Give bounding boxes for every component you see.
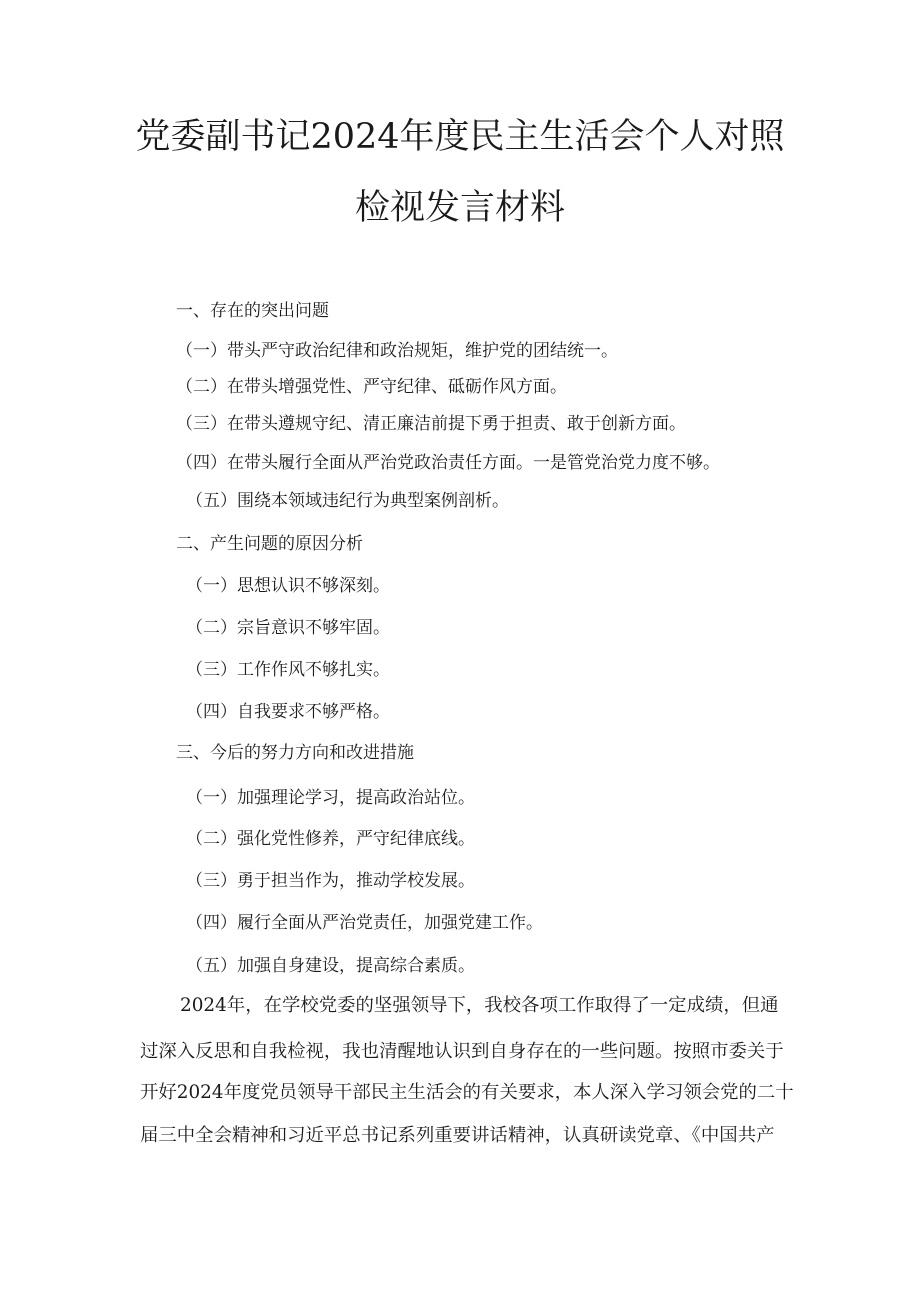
body-paragraph-line: 过深入反思和自我检视，我也清醒地认识到自身存在的一些问题。按照市委关于	[140, 1041, 784, 1062]
list-item: （三）工作作风不够扎实。	[186, 660, 390, 680]
list-item: （一）加强理论学习，提高政治站位。	[186, 788, 475, 808]
list-item: （三）在带头遵规守纪、清正廉洁前提下勇于担责、敢于创新方面。	[176, 414, 686, 434]
document-title-line-1: 党委副书记2024年度民主生活会个人对照	[135, 117, 785, 157]
list-item: （二）宗旨意识不够牢固。	[186, 618, 390, 638]
list-item: （五）加强自身建设，提高综合素质。	[186, 956, 475, 976]
section-heading-1: 一、存在的突出问题	[176, 301, 329, 321]
body-paragraph-line: 2024年，在学校党委的坚强领导下，我校各项工作取得了一定成绩，但通	[180, 995, 779, 1016]
body-paragraph-line: 开好2024年度党员领导干部民主生活会的有关要求，本人深入学习领会党的二十	[140, 1082, 794, 1103]
list-item: （一）带头严守政治纪律和政治规矩，维护党的团结统一。	[176, 341, 618, 361]
list-item: （四）履行全面从严治党责任，加强党建工作。	[186, 913, 543, 933]
list-item: （四）在带头履行全面从严治党政治责任方面。一是管党治党力度不够。	[176, 453, 720, 473]
document-title-line-2: 检视发言材料	[354, 188, 565, 228]
section-heading-2: 二、产生问题的原因分析	[176, 534, 363, 554]
section-heading-3: 三、今后的努力方向和改进措施	[176, 743, 414, 763]
body-paragraph-line: 届三中全会精神和习近平总书记系列重要讲话精神，认真研读党章、《中国共产	[140, 1125, 775, 1146]
list-item: （一）思想认识不够深刻。	[186, 576, 390, 596]
list-item: （五）围绕本领域违纪行为典型案例剖析。	[186, 491, 509, 511]
list-item: （二）强化党性修养，严守纪律底线。	[186, 829, 475, 849]
list-item: （二）在带头增强党性、严守纪律、砥砺作风方面。	[176, 377, 567, 397]
list-item: （四）自我要求不够严格。	[186, 702, 390, 722]
list-item: （三）勇于担当作为，推动学校发展。	[186, 871, 475, 891]
